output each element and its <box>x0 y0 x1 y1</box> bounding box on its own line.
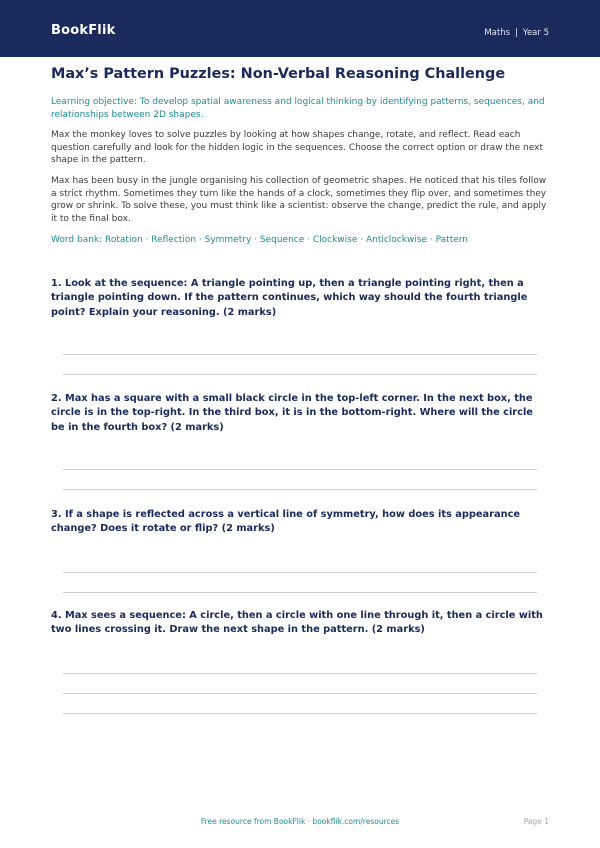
worksheet-intro <box>51 65 549 247</box>
answer-line[interactable] <box>63 572 537 573</box>
brand-logo[interactable]: BookFlik <box>51 23 116 38</box>
question-3: 3. If a shape is reflected across a vertical line of symmetry, how does its appearance change? Does it rotate or flip? (2 marks) <box>51 509 521 535</box>
answer-line[interactable] <box>63 693 537 694</box>
header-meta <box>484 28 549 38</box>
question-4: 4. Max sees a sequence: A circle, then a circle with one line through it, then a circle with two lines crossing it. Draw the next shape in the pattern. (2 marks) <box>51 610 543 636</box>
question-2: 2. Max has a square with a small black circle in the top-left corner. In the next box, the circle is in the top-right. In the third box, it is in the bottom-right. Where will the circle be in the fourth box? (2 marks) <box>51 393 533 433</box>
answer-line[interactable] <box>63 354 537 355</box>
subject-label: Maths <box>484 28 511 38</box>
header-bar <box>0 0 600 57</box>
answer-line[interactable] <box>63 374 537 375</box>
answer-line[interactable] <box>63 469 537 470</box>
answer-line[interactable] <box>63 489 537 490</box>
year-label: Year 5 <box>522 28 549 38</box>
answer-line[interactable] <box>63 592 537 593</box>
meta-separator: | <box>515 28 518 38</box>
intro-paragraph: Max the monkey loves to solve puzzles by looking at how shapes change, rotate, and reflect. Read each question carefully and look for the hidden logic in the sequences. Choose the correct option or draw the next shape in the pattern. <box>51 130 543 166</box>
story-paragraph: Max has been busy in the jungle organising his collection of geometric shapes. He noticed that his tiles follow a strict rhythm. Sometimes they turn like the hands of a clock, sometimes they flip over, and sometimes they grow or shrink. To solve these, you must think like a scientist: observe the change, predict the rule, and apply it to the final box. <box>51 175 547 224</box>
worksheet-title: Max’s Pattern Puzzles: Non-Verbal Reasoning Challenge <box>51 66 506 82</box>
footer-credit[interactable]: Free resource from BookFlik · bookflik.com/resources <box>200 817 400 826</box>
learning-objective: Learning objective: To develop spatial awareness and logical thinking by identifying patterns, sequences, and relationships between 2D shapes. <box>51 97 545 120</box>
page-number: Page 1 <box>523 817 549 826</box>
question-1: 1. Look at the sequence: A triangle pointing up, then a triangle pointing right, then a triangle pointing down. If the pattern continues, which way should the fourth triangle point? Explain your reasoning. (2 marks) <box>51 278 528 318</box>
answer-line[interactable] <box>63 673 537 674</box>
word-bank: Word bank: Rotation · Reflection · Symmetry · Sequence · Clockwise · Anticlockwise · Pattern <box>51 235 469 246</box>
answer-line[interactable] <box>63 713 537 714</box>
